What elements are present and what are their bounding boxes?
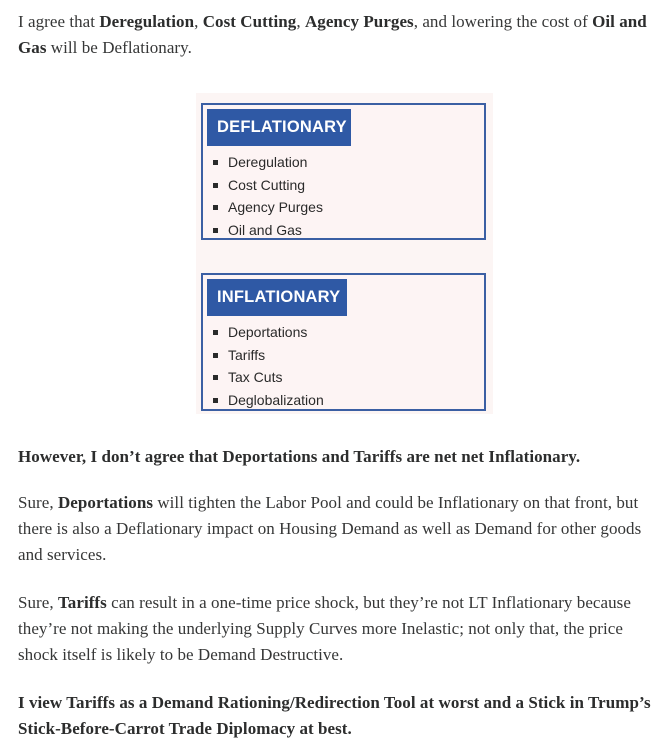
list-item: Agency Purges — [210, 196, 323, 219]
list-item: Tax Cuts — [210, 366, 324, 389]
tariffs-bold: Tariffs — [57, 593, 107, 612]
deportations-text-2: will tighten the Labor Pool and could be Inflationary on that front, but there is also a Deflationary impact on Housing Demand as well as Demand for other goods and services. — [18, 493, 642, 564]
intro-text-1: I agree that — [18, 12, 100, 31]
intro-text-4: , and lowering the cost of — [413, 12, 593, 31]
tariffs-paragraph — [18, 590, 666, 668]
intro-bold-oil-and-gas: Oil and Gas — [18, 12, 647, 57]
list-item: Deregulation — [210, 151, 323, 174]
deflationary-box — [201, 103, 486, 240]
inflationary-box — [201, 273, 486, 411]
intro-text-2: , — [194, 12, 203, 31]
tariffs-text-1: Sure, — [18, 593, 58, 612]
deportations-text-1: Sure, — [18, 493, 58, 512]
deportations-paragraph — [18, 490, 666, 568]
inflation-deflation-figure — [196, 93, 493, 414]
intro-bold-cost-cutting: Cost Cutting — [202, 12, 297, 31]
deportations-bold: Deportations — [57, 493, 154, 512]
intro-bold-deregulation: Deregulation — [99, 12, 195, 31]
list-item: Oil and Gas — [210, 219, 323, 242]
deflationary-title: DEFLATIONARY — [207, 109, 351, 146]
list-item: Deglobalization — [210, 389, 324, 412]
tariffs-text-2: can result in a one-time price shock, but they’re not LT Inflationary because they’re not making the underlying Supply Curves more Inelastic; not only that, the price shock itself is likely to be Demand Destructive. — [18, 593, 631, 664]
intro-text-3: , — [296, 12, 305, 31]
deflationary-list — [210, 151, 323, 241]
intro-text-5: will be Deflationary. — [46, 38, 192, 57]
conclusion-paragraph: I view Tariffs as a Demand Rationing/Redirection Tool at worst and a Stick in Trump’s Stick-Before-Carrot Trade Diplomacy at best. — [18, 693, 651, 738]
list-item: Deportations — [210, 321, 324, 344]
intro-paragraph — [18, 9, 666, 61]
disagree-paragraph: However, I don’t agree that Deportations and Tariffs are net net Inflationary. — [18, 447, 581, 466]
list-item: Cost Cutting — [210, 174, 323, 197]
inflationary-title: INFLATIONARY — [207, 279, 347, 316]
inflationary-list — [210, 321, 324, 411]
intro-bold-agency-purges: Agency Purges — [304, 12, 414, 31]
list-item: Tariffs — [210, 344, 324, 367]
